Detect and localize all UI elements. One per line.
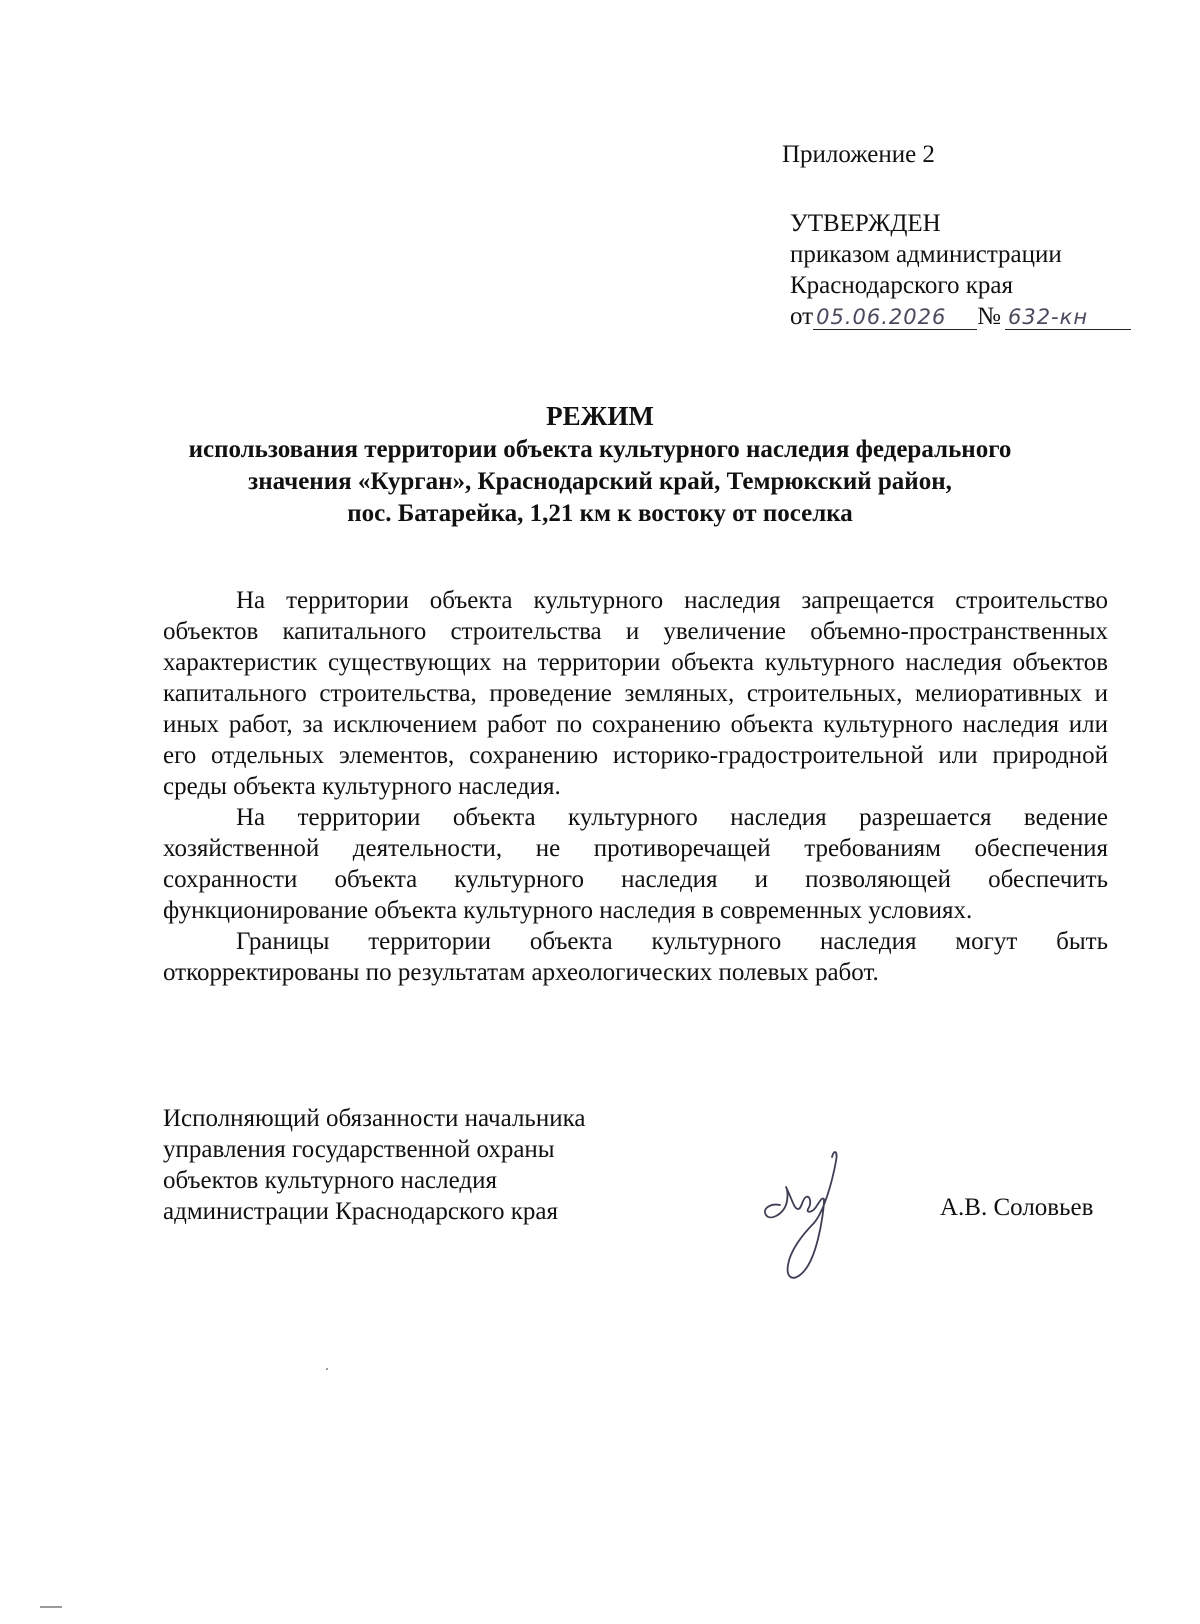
document-title: РЕЖИМ	[546, 401, 654, 431]
approval-date-number-line	[790, 301, 1131, 332]
document-subtitle-line-1: использования территории объекта культурного наследия федерального	[188, 436, 1012, 463]
approval-authority: приказом администрации	[790, 241, 1062, 268]
body-paragraph-1: На территории объекта культурного наследия запрещается строительство объектов капитального строительства и увеличение объемно-пространственных характеристик существующих на территории объекта культурного наследия объектов капитального строительства, проведение земляных, строительных, мелиоративных и иных работ, за исключением работ по сохранению объекта культурного наследия или его отдельных элементов, сохранению историко-градостроительной или природной среды объекта культурного наследия.	[163, 587, 1108, 800]
document-body	[163, 585, 1108, 988]
body-paragraph-2: На территории объекта культурного наследия разрешается ведение хозяйственной деятельности, не противоречащей требованиям обеспечения сохранности объекта культурного наследия и позволяющей обеспечить функционирование объекта культурного наследия в современных условиях.	[163, 804, 1108, 924]
signatory-position	[163, 1103, 585, 1227]
appendix-label: Приложение 2	[782, 141, 935, 168]
document-title-block	[120, 400, 1080, 530]
body-paragraph-3: Границы территории объекта культурного наследия могут быть откорректированы по результатам археологических полевых работ.	[163, 928, 1108, 986]
approval-stamp-block	[790, 208, 1131, 332]
number-prefix: №	[977, 303, 1001, 330]
signatory-position-line-4: администрации Краснодарского края	[163, 1198, 559, 1225]
scan-artifact	[40, 1606, 62, 1608]
signatory-position-line-1: Исполняющий обязанности начальника	[163, 1105, 586, 1132]
document-subtitle-line-2: значения «Курган», Краснодарский край, Темрюкский район,	[248, 468, 952, 495]
signatory-position-line-2: управления государственной охраны	[163, 1136, 555, 1163]
handwritten-number: 632-кн	[1005, 305, 1131, 330]
signatory-name: А.В. Соловьев	[940, 1194, 1094, 1221]
handwritten-date: 05.06.2026	[813, 305, 977, 330]
document-subtitle-line-3: пос. Батарейка, 1,21 км к востоку от поселка	[347, 500, 853, 527]
signatory-position-line-3: объектов культурного наследия	[163, 1167, 497, 1194]
date-prefix: от	[790, 303, 814, 330]
handwritten-signature	[752, 1143, 862, 1283]
scan-artifact	[326, 1368, 328, 1370]
approval-region: Краснодарского края	[790, 272, 1013, 299]
approval-title: УТВЕРЖДЕН	[790, 210, 941, 237]
